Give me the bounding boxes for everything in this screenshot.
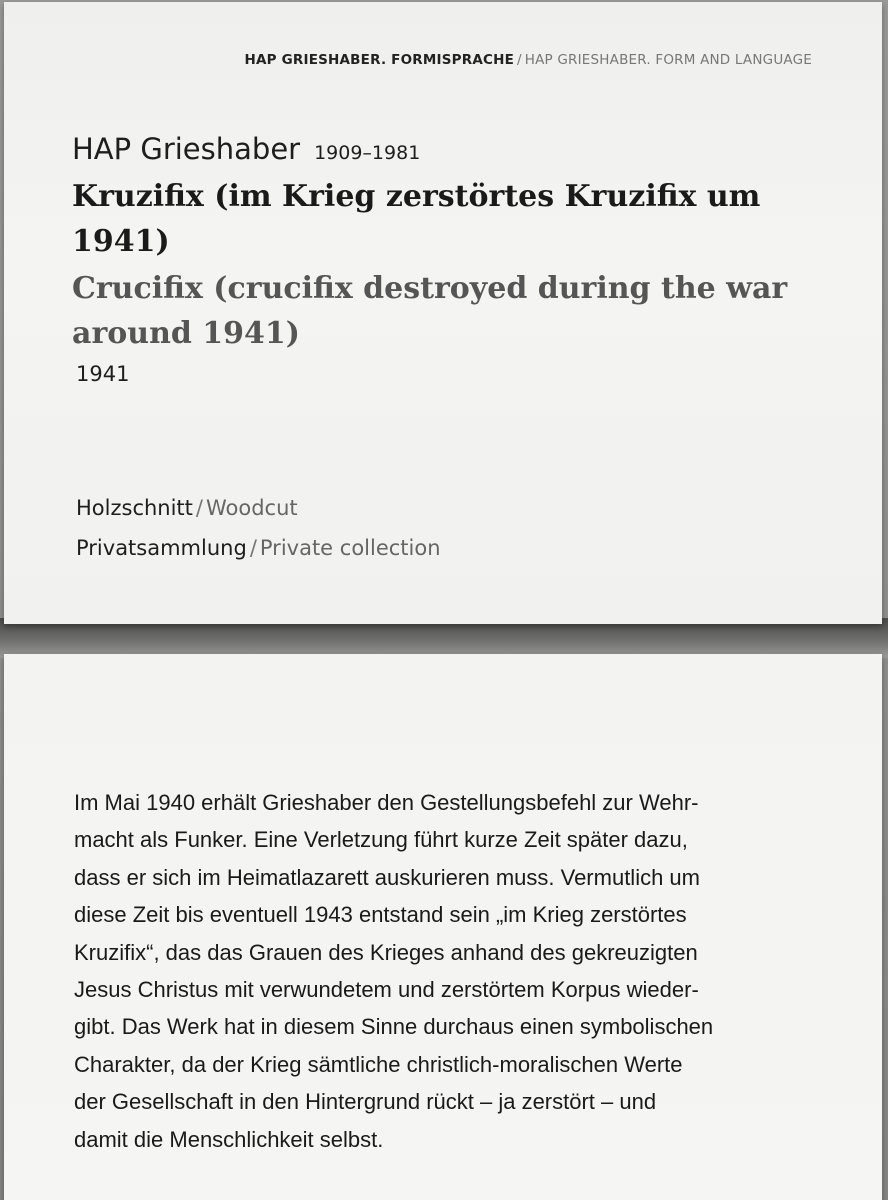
artwork-year: 1941 [76,362,130,386]
artwork-label-card [4,2,882,624]
description-line: diese Zeit bis eventuell 1943 entstand sein „im Krieg zerstörtes [74,902,687,928]
description-line: macht als Funker. Eine Verletzung führt kurze Zeit später dazu, [74,827,688,853]
artwork-title-de-line: Kruzifix (im Krieg zerstörtes Kruzifix um [72,179,761,214]
technique-line [76,496,298,520]
description-line: dass er sich im Heimatlazarett auskurieren muss. Vermutlich um [74,864,700,890]
description-line: Im Mai 1940 erhält Grieshaber den Gestellungsbefehl zur Wehr- [74,790,699,815]
description-line: Jesus Christus mit verwundetem und zerstörtem Korpus wieder- [74,977,699,1003]
artwork-title-en [72,266,832,356]
exhibition-title-en: HAP GRIESHABER. FORM AND LANGUAGE [524,52,812,68]
technique-de: Holzschnitt [76,496,193,520]
artist-line [72,132,420,166]
collection-line [76,536,441,560]
artwork-title-en-line: Crucifix (crucifix destroyed during the war [72,271,788,306]
exhibition-title-de: HAP GRIESHABER. FORMISPRACHE [244,52,515,68]
description-line: Kruzifix“, das das Grauen des Krieges anhand des gekreuzigten [74,939,698,965]
card-gap-shadow [0,618,888,658]
collection-en: Private collection [259,536,441,560]
artwork-title-de [72,174,812,264]
description-text [74,784,830,1158]
collection-de: Privatsammlung [76,536,247,560]
collection-separator: / [249,536,257,560]
header-separator: / [517,52,522,68]
description-line: der Gesellschaft in den Hintergrund rückt – ja zerstört – und [74,1089,657,1115]
artist-dates: 1909–1981 [314,142,421,164]
description-line: damit die Menschlichkeit selbst. [74,1126,384,1152]
artwork-title-en-line: around 1941) [72,316,300,351]
description-line: gibt. Das Werk hat in diesem Sinne durchaus einen symbolischen [74,1014,714,1040]
exhibition-header [244,52,812,68]
description-line: Charakter, da der Krieg sämtliche christlich-moralischen Werte [74,1051,683,1077]
technique-en: Woodcut [205,496,298,520]
artist-name: HAP Grieshaber [72,132,301,166]
technique-separator: / [195,496,203,520]
artwork-title-de-line: 1941) [72,224,170,259]
